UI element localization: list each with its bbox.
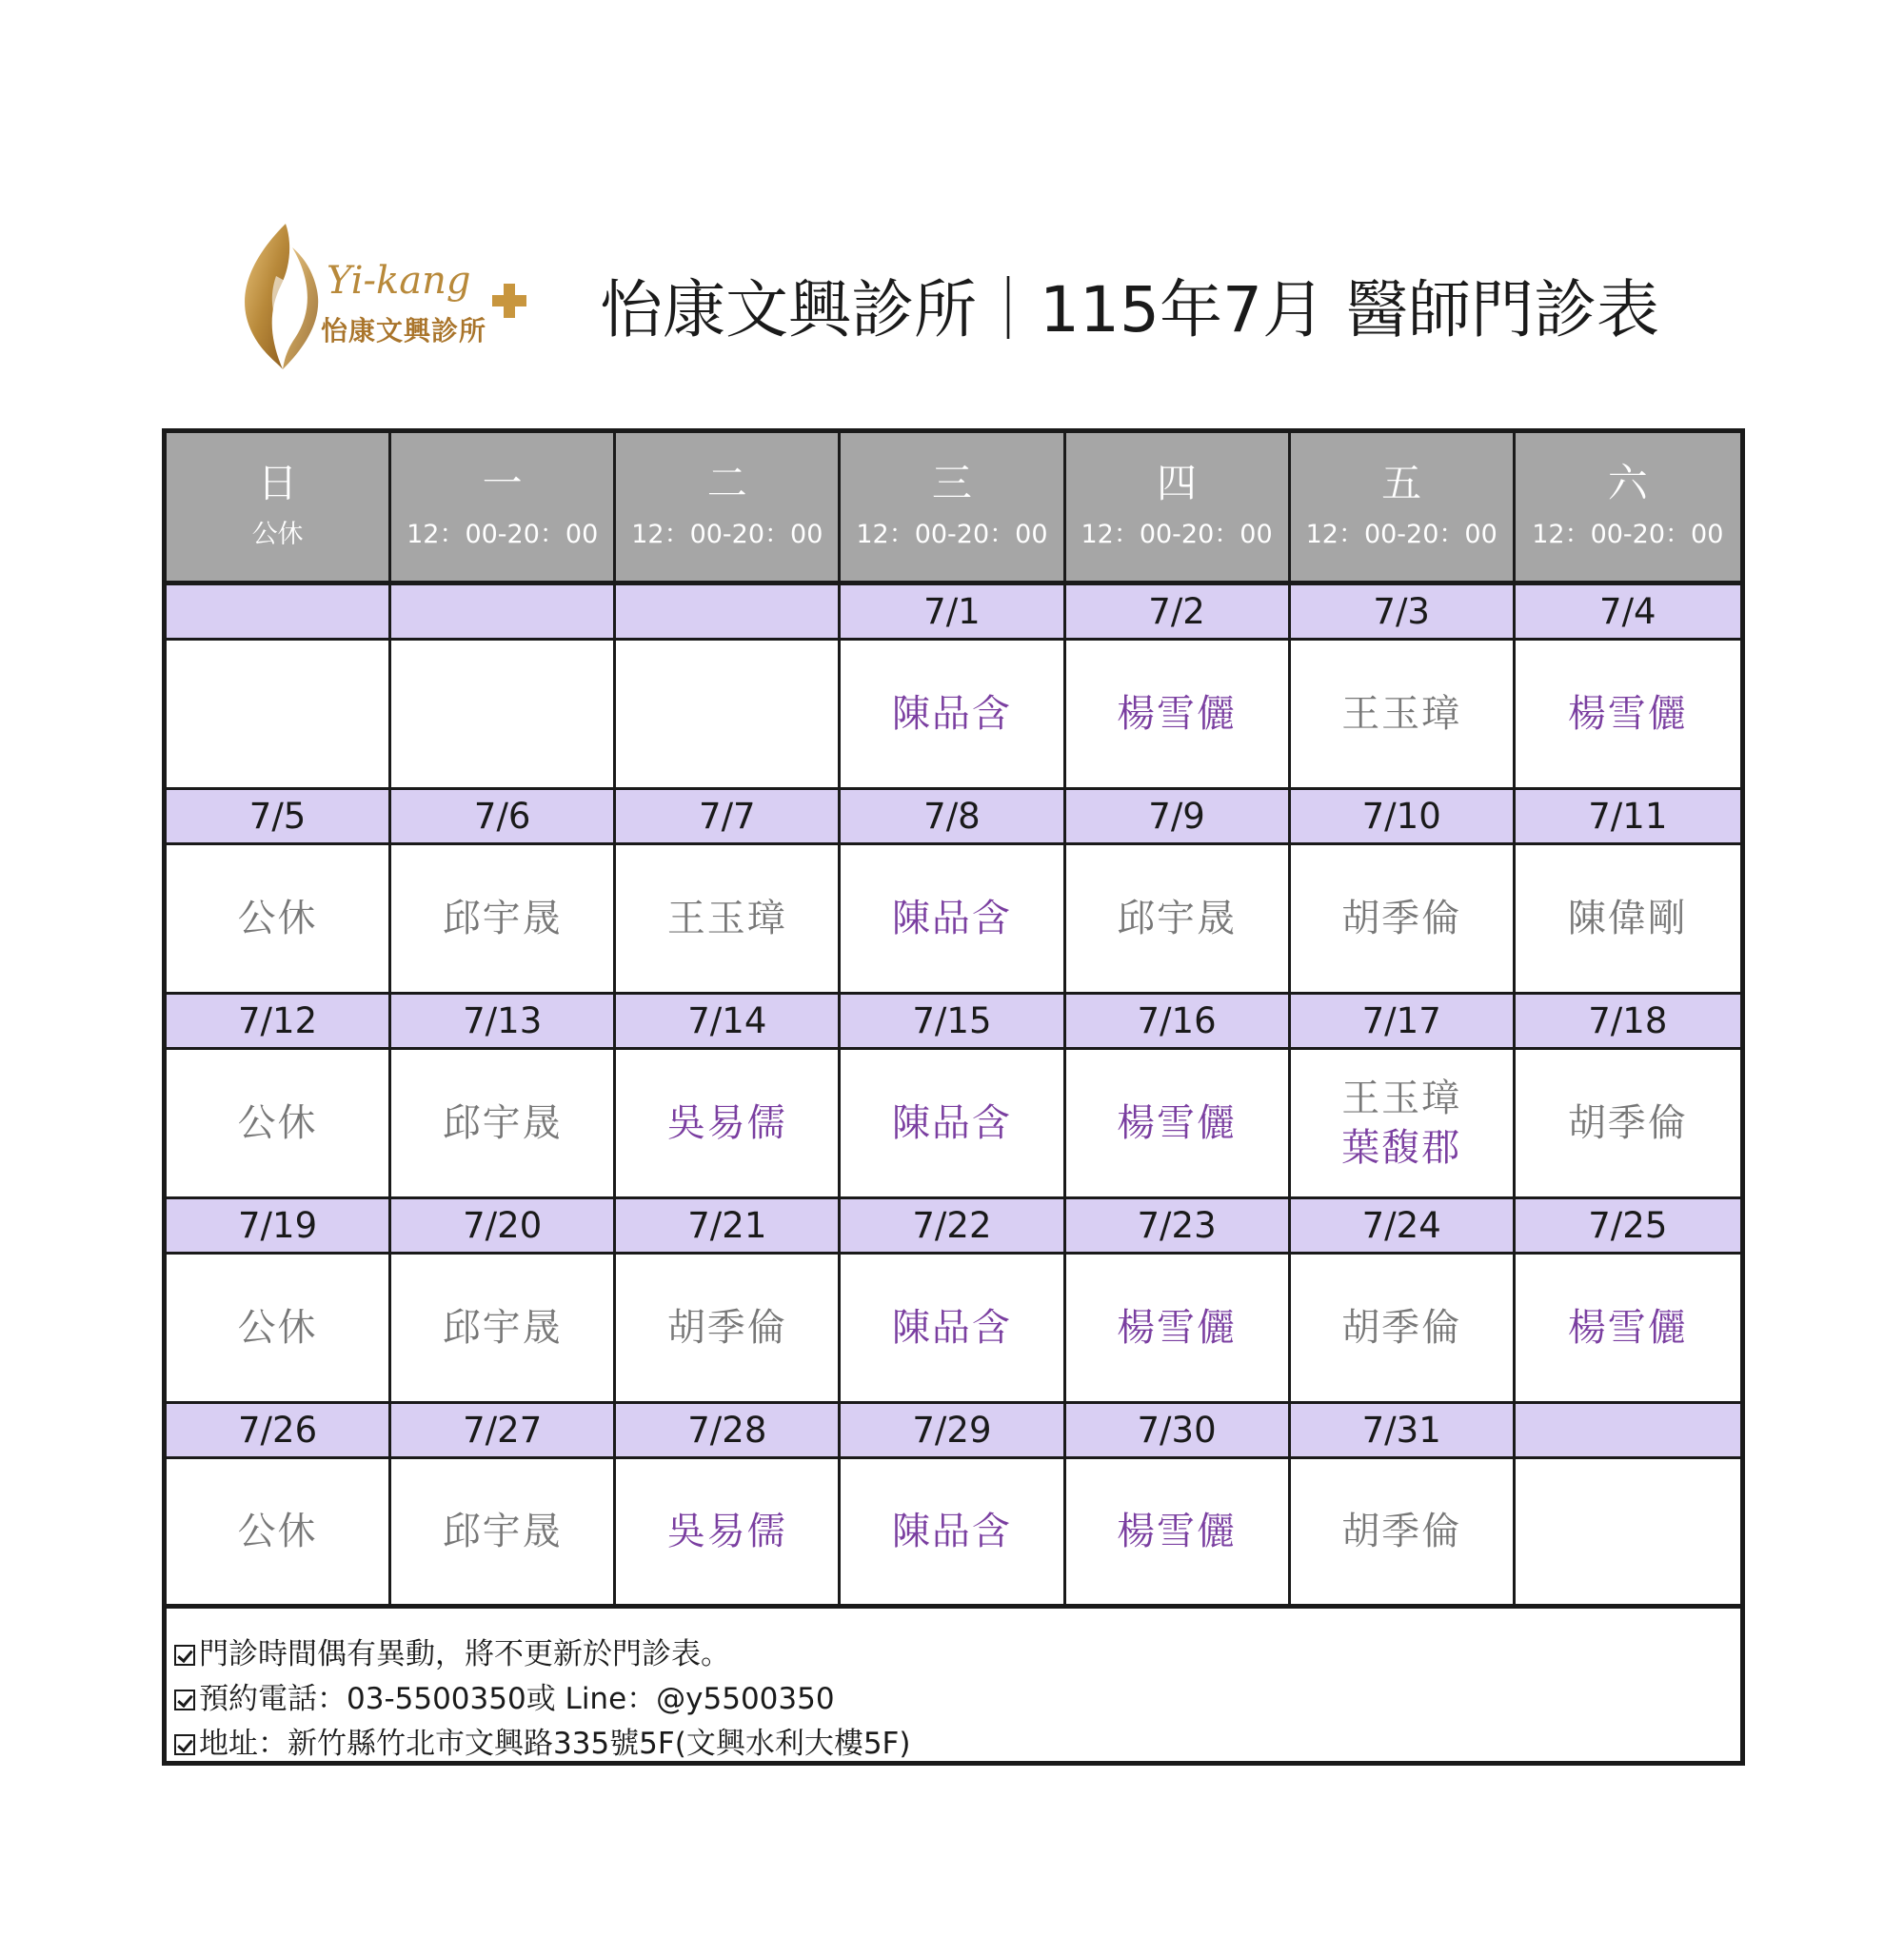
doctor-name: 胡季倫 <box>1567 1101 1688 1145</box>
date-cell: 7/8 <box>841 790 1065 842</box>
doctor-cell <box>1066 1459 1291 1604</box>
doctor-name: 吳易儒 <box>666 1101 787 1145</box>
doctor-cell <box>1066 1255 1291 1401</box>
doctor-cell <box>167 1255 391 1401</box>
doctor-cell <box>616 1050 841 1196</box>
date-cell: 7/24 <box>1291 1199 1516 1252</box>
weekday-hours: 公休 <box>251 519 304 549</box>
note-line <box>174 1632 1740 1677</box>
notes-section <box>167 1632 1740 1767</box>
weekday-header-row <box>167 433 1740 585</box>
doctor-name: 楊雪儷 <box>1117 1510 1238 1553</box>
date-cell: 7/1 <box>841 585 1065 638</box>
date-row <box>167 790 1740 845</box>
doctor-row <box>167 845 1740 995</box>
doctor-name: 楊雪儷 <box>1117 1306 1238 1350</box>
date-cell: 7/25 <box>1588 1205 1668 1246</box>
date-cell: 7/10 <box>1291 790 1516 842</box>
weekday-name: 日 <box>257 459 298 506</box>
doctor-name: 胡季倫 <box>1341 1510 1462 1553</box>
doctor-row <box>167 641 1740 790</box>
doctor-name: 葉馥郡 <box>1341 1126 1462 1170</box>
schedule-table <box>162 428 1745 1766</box>
doctor-cell <box>1066 1050 1291 1196</box>
weekday-hours: 12：00-20：00 <box>407 519 599 549</box>
weekday-hours: 12：00-20：00 <box>1081 519 1273 549</box>
doctor-name: 胡季倫 <box>666 1306 787 1350</box>
date-cell <box>1516 1404 1740 1456</box>
weekday-name: 三 <box>931 459 972 506</box>
date-cell: 7/4 <box>1599 591 1656 632</box>
date-cell: 7/23 <box>1066 1199 1291 1252</box>
doctor-name: 陳品含 <box>891 1101 1012 1145</box>
page-title: 怡康文興診所｜115年7月 醫師門診表 <box>600 273 1659 346</box>
weekday-name: 四 <box>1157 459 1198 506</box>
date-cell: 7/3 <box>1291 585 1516 638</box>
doctor-name: 邱宇晟 <box>442 1510 563 1553</box>
doctor-cell <box>841 845 1065 992</box>
doctor-name: 王玉璋 <box>666 897 787 940</box>
doctor-name: 邱宇晟 <box>442 1101 563 1145</box>
doctor-cell <box>1516 1050 1740 1196</box>
doctor-cell <box>841 1459 1065 1604</box>
doctor-cell <box>616 845 841 992</box>
weekday-header-fri <box>1291 433 1516 581</box>
weekday-header-sat <box>1516 433 1740 581</box>
doctor-cell <box>1291 641 1516 787</box>
doctor-name: 公休 <box>237 897 318 940</box>
checkbox-checked-icon <box>174 1734 195 1755</box>
date-cell: 7/12 <box>167 995 391 1047</box>
weekday-name: 一 <box>482 459 523 506</box>
doctor-name: 邱宇晟 <box>442 897 563 940</box>
date-cell: 7/9 <box>1066 790 1291 842</box>
doctor-cell <box>1066 641 1291 787</box>
date-cell: 7/26 <box>167 1404 391 1456</box>
doctor-name: 陳品含 <box>891 897 1012 940</box>
doctor-name: 王玉璋 <box>1341 1077 1462 1120</box>
doctor-cell <box>1291 845 1516 992</box>
doctor-name: 楊雪儷 <box>1567 1306 1688 1350</box>
weekday-hours: 12：00-20：00 <box>1305 519 1497 549</box>
date-row <box>167 1199 1740 1255</box>
date-cell: 7/16 <box>1066 995 1291 1047</box>
weekday-hours: 12：00-20：00 <box>631 519 823 549</box>
doctor-cell <box>616 1255 841 1401</box>
doctor-cell <box>1066 845 1291 992</box>
doctor-cell <box>841 1255 1065 1401</box>
doctor-name: 邱宇晟 <box>442 1306 563 1350</box>
doctor-name: 公休 <box>237 1101 318 1145</box>
weekday-hours: 12：00-20：00 <box>1532 519 1724 549</box>
date-cell: 7/18 <box>1588 1000 1668 1041</box>
date-cell <box>167 585 391 638</box>
doctor-cell <box>616 641 841 787</box>
doctor-cell <box>1516 1459 1740 1604</box>
note-schedule-change: 門診時間偶有異動，將不更新於門診表。 <box>199 1637 730 1671</box>
date-cell: 7/30 <box>1066 1404 1291 1456</box>
weekday-name: 五 <box>1381 459 1422 506</box>
weekday-name: 六 <box>1607 459 1648 506</box>
date-cell <box>616 585 841 638</box>
doctor-name: 楊雪儷 <box>1117 692 1238 736</box>
doctor-row <box>167 1050 1740 1199</box>
doctor-cell <box>1516 845 1740 992</box>
doctor-name: 陳品含 <box>891 692 1012 736</box>
doctor-name: 邱宇晟 <box>1117 897 1238 940</box>
weekday-header-wed <box>841 433 1065 581</box>
cross-icon <box>492 284 526 318</box>
date-cell: 7/19 <box>167 1199 391 1252</box>
clinic-logo <box>233 219 538 371</box>
doctor-cell <box>841 1050 1065 1196</box>
weekday-header-mon <box>391 433 616 581</box>
doctor-cell <box>391 1255 616 1401</box>
weekday-header-tue <box>616 433 841 581</box>
date-cell: 7/29 <box>841 1404 1065 1456</box>
logo-script-text: Yi-kang <box>327 259 471 303</box>
doctor-name: 公休 <box>237 1306 318 1350</box>
doctor-cell <box>391 641 616 787</box>
logo-chinese-text: 怡康文興診所 <box>321 315 487 346</box>
note-booking-phone: 預約電話：03-5500350或 Line：@y5500350 <box>199 1682 835 1716</box>
weekday-hours: 12：00-20：00 <box>856 519 1048 549</box>
checkbox-checked-icon <box>174 1690 195 1710</box>
doctor-name: 公休 <box>237 1510 318 1553</box>
date-cell: 7/28 <box>616 1404 841 1456</box>
date-cell: 7/15 <box>841 995 1065 1047</box>
weekday-header-sun <box>167 433 391 581</box>
doctor-name: 陳品含 <box>891 1306 1012 1350</box>
date-cell: 7/14 <box>616 995 841 1047</box>
note-line <box>174 1722 1740 1767</box>
date-row <box>167 1404 1740 1459</box>
date-cell: 7/6 <box>391 790 616 842</box>
doctor-cell <box>391 1459 616 1604</box>
date-cell: 7/2 <box>1066 585 1291 638</box>
weekday-header-thu <box>1066 433 1291 581</box>
doctor-name: 吳易儒 <box>666 1510 787 1553</box>
date-cell: 7/7 <box>616 790 841 842</box>
doctor-cell <box>167 1459 391 1604</box>
date-cell: 7/20 <box>391 1199 616 1252</box>
doctor-cell <box>391 1050 616 1196</box>
doctor-cell <box>1291 1459 1516 1604</box>
doctor-cell <box>1516 641 1740 787</box>
date-cell: 7/21 <box>616 1199 841 1252</box>
doctor-cell <box>1291 1050 1516 1196</box>
doctor-cell <box>167 1050 391 1196</box>
note-line <box>174 1677 1740 1722</box>
doctor-name: 陳偉剛 <box>1567 897 1688 940</box>
date-cell: 7/5 <box>167 790 391 842</box>
weekday-name: 二 <box>706 459 747 506</box>
doctor-name: 楊雪儷 <box>1567 692 1688 736</box>
doctor-name: 王玉璋 <box>1341 692 1462 736</box>
doctor-cell <box>167 641 391 787</box>
date-row <box>167 995 1740 1050</box>
leaf-emblem-icon <box>233 219 328 371</box>
date-cell: 7/17 <box>1291 995 1516 1047</box>
doctor-cell <box>167 845 391 992</box>
doctor-name: 陳品含 <box>891 1510 1012 1553</box>
doctor-name: 胡季倫 <box>1341 897 1462 940</box>
doctor-cell <box>391 845 616 992</box>
doctor-cell <box>1516 1255 1740 1401</box>
doctor-cell <box>616 1459 841 1604</box>
doctor-cell <box>841 641 1065 787</box>
doctor-cell <box>1291 1255 1516 1401</box>
date-cell: 7/11 <box>1588 796 1668 837</box>
date-cell: 7/31 <box>1291 1404 1516 1456</box>
doctor-name: 胡季倫 <box>1341 1306 1462 1350</box>
doctor-row <box>167 1255 1740 1404</box>
doctor-row <box>167 1459 1740 1609</box>
note-address: 地址：新竹縣竹北市文興路335號5F(文興水利大樓5F) <box>199 1727 911 1761</box>
date-cell <box>391 585 616 638</box>
date-cell: 7/22 <box>841 1199 1065 1252</box>
date-row <box>167 585 1740 641</box>
date-cell: 7/27 <box>391 1404 616 1456</box>
date-cell: 7/13 <box>391 995 616 1047</box>
doctor-name: 楊雪儷 <box>1117 1101 1238 1145</box>
checkbox-checked-icon <box>174 1645 195 1666</box>
